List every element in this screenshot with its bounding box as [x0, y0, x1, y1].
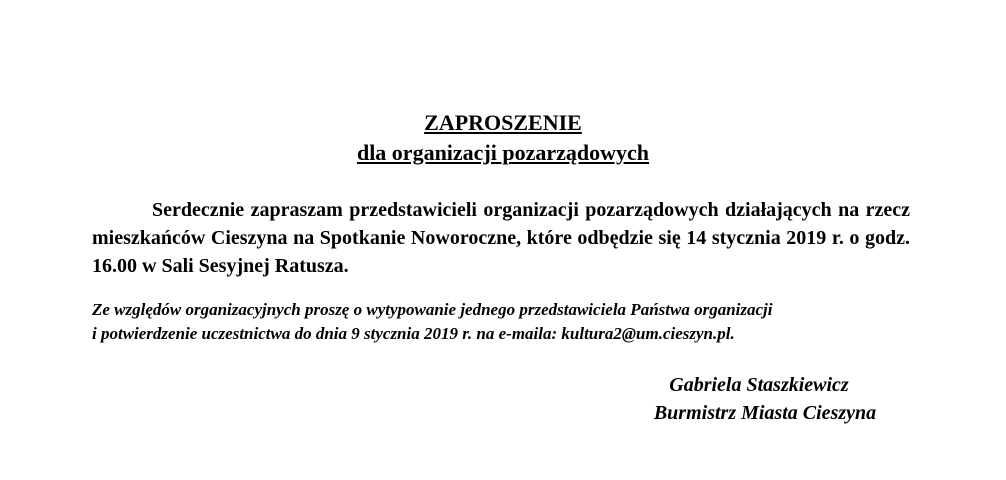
organizational-note	[92, 298, 910, 346]
invitation-body: Serdecznie zapraszam przedstawicieli organizacji pozarządowych działających na rzecz mieszkańców Cieszyna na Spotkanie Noworoczne, które odbędzie się 14 stycznia 2019 r. o godz. 16.00 w Sali Sesyjnej Ratusza.	[92, 199, 910, 277]
signature-name: Gabriela Staszkiewicz	[669, 374, 849, 396]
document-subtitle: dla organizacji pozarządowych	[356, 140, 650, 165]
signature-role: Burmistrz Miasta Cieszyna	[653, 402, 877, 424]
note-line-2: i potwierdzenie uczestnictwa do dnia 9 stycznia 2019 r. na e-maila: kultura2@um.cieszyn.pl.	[92, 324, 735, 343]
document-title: ZAPROSZENIE	[424, 110, 582, 135]
note-line-1: Ze względów organizacyjnych proszę o wytypowanie jednego przedstawiciela Państwa organizacji	[92, 300, 773, 319]
